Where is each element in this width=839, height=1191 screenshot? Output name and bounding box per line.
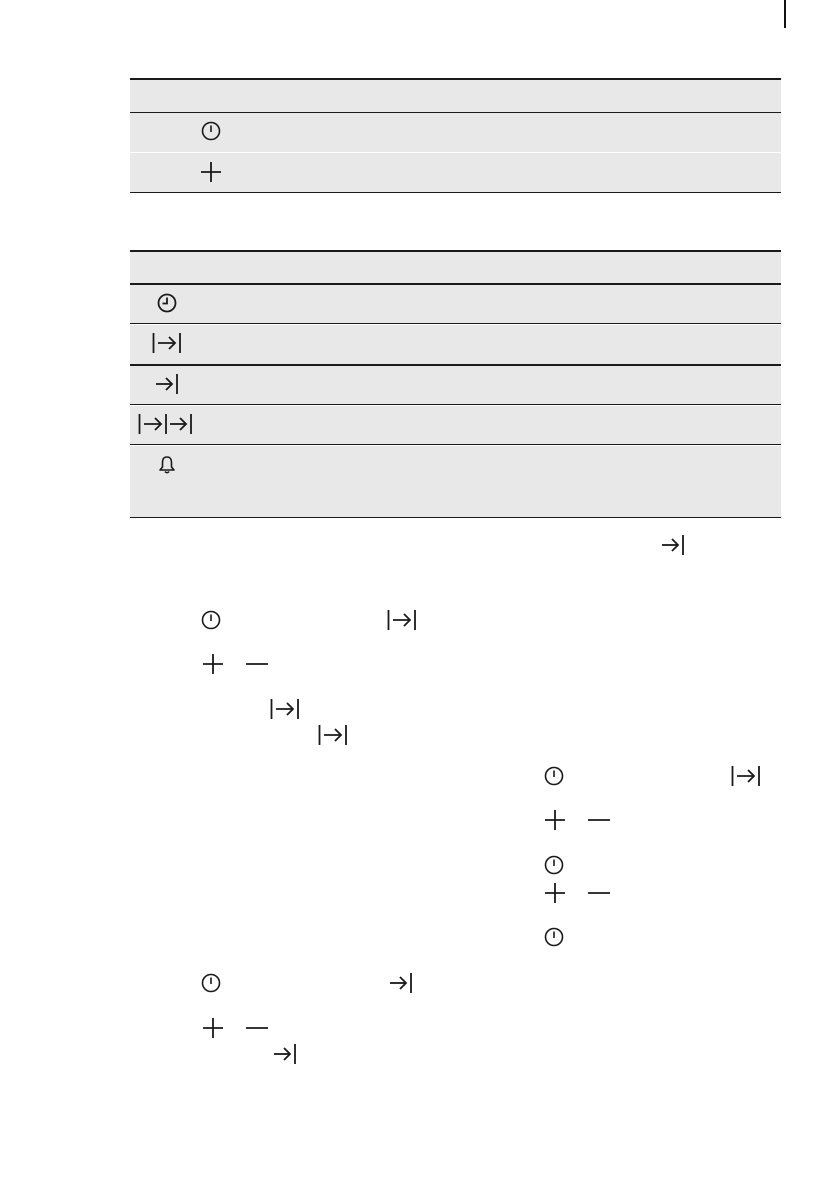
time-delay-icon xyxy=(138,413,194,435)
table-2-divider-4 xyxy=(130,444,781,445)
minus-icon xyxy=(588,810,610,830)
table-1-row-plus xyxy=(130,153,781,192)
clock-dial-icon xyxy=(201,610,221,630)
minus-icon xyxy=(246,654,268,674)
table-1-bottom-rule xyxy=(130,192,781,193)
table-2-header-rule xyxy=(130,283,781,285)
plus-icon xyxy=(545,810,565,830)
table-1-row-clock xyxy=(130,113,781,152)
plus-icon xyxy=(203,654,223,674)
duration-icon xyxy=(152,332,182,354)
duration-icon xyxy=(270,698,300,720)
table-2-bottom-rule xyxy=(130,517,781,518)
table-1-header-rule xyxy=(130,112,781,113)
duration-icon xyxy=(318,724,348,746)
bell-icon xyxy=(158,455,176,475)
end-time-icon xyxy=(154,373,180,395)
end-time-icon xyxy=(660,534,686,556)
clock-dial-icon xyxy=(544,855,564,875)
table-2-divider-3 xyxy=(130,404,781,405)
cut-mark xyxy=(784,0,786,28)
clock-dial-icon xyxy=(544,766,564,786)
duration-icon xyxy=(731,765,761,787)
clock-dial-icon xyxy=(201,121,221,141)
duration-icon xyxy=(387,609,417,631)
table-2-header-row xyxy=(130,251,781,283)
end-time-icon xyxy=(388,972,414,994)
table-2-row-time-delay xyxy=(130,406,781,444)
table-2-top-rule xyxy=(130,250,781,252)
plus-icon xyxy=(201,162,221,182)
time-of-day-icon xyxy=(157,293,177,313)
table-2-divider-1 xyxy=(130,323,781,324)
table-2-row-end-time xyxy=(130,366,781,404)
table-2-row-duration xyxy=(130,325,781,364)
end-time-icon xyxy=(272,1043,298,1065)
table-2-divider-2 xyxy=(130,364,781,366)
table-2-row-minute-minder xyxy=(130,446,781,517)
plus-icon xyxy=(203,1018,223,1038)
plus-icon xyxy=(545,883,565,903)
table-1-top-rule xyxy=(130,78,781,80)
minus-icon xyxy=(246,1018,268,1038)
minus-icon xyxy=(588,883,610,903)
table-1-row-divider xyxy=(130,152,781,153)
clock-dial-icon xyxy=(201,973,221,993)
table-1-header-row xyxy=(130,79,781,112)
clock-dial-icon xyxy=(544,927,564,947)
table-2-row-time-of-day xyxy=(130,285,781,323)
